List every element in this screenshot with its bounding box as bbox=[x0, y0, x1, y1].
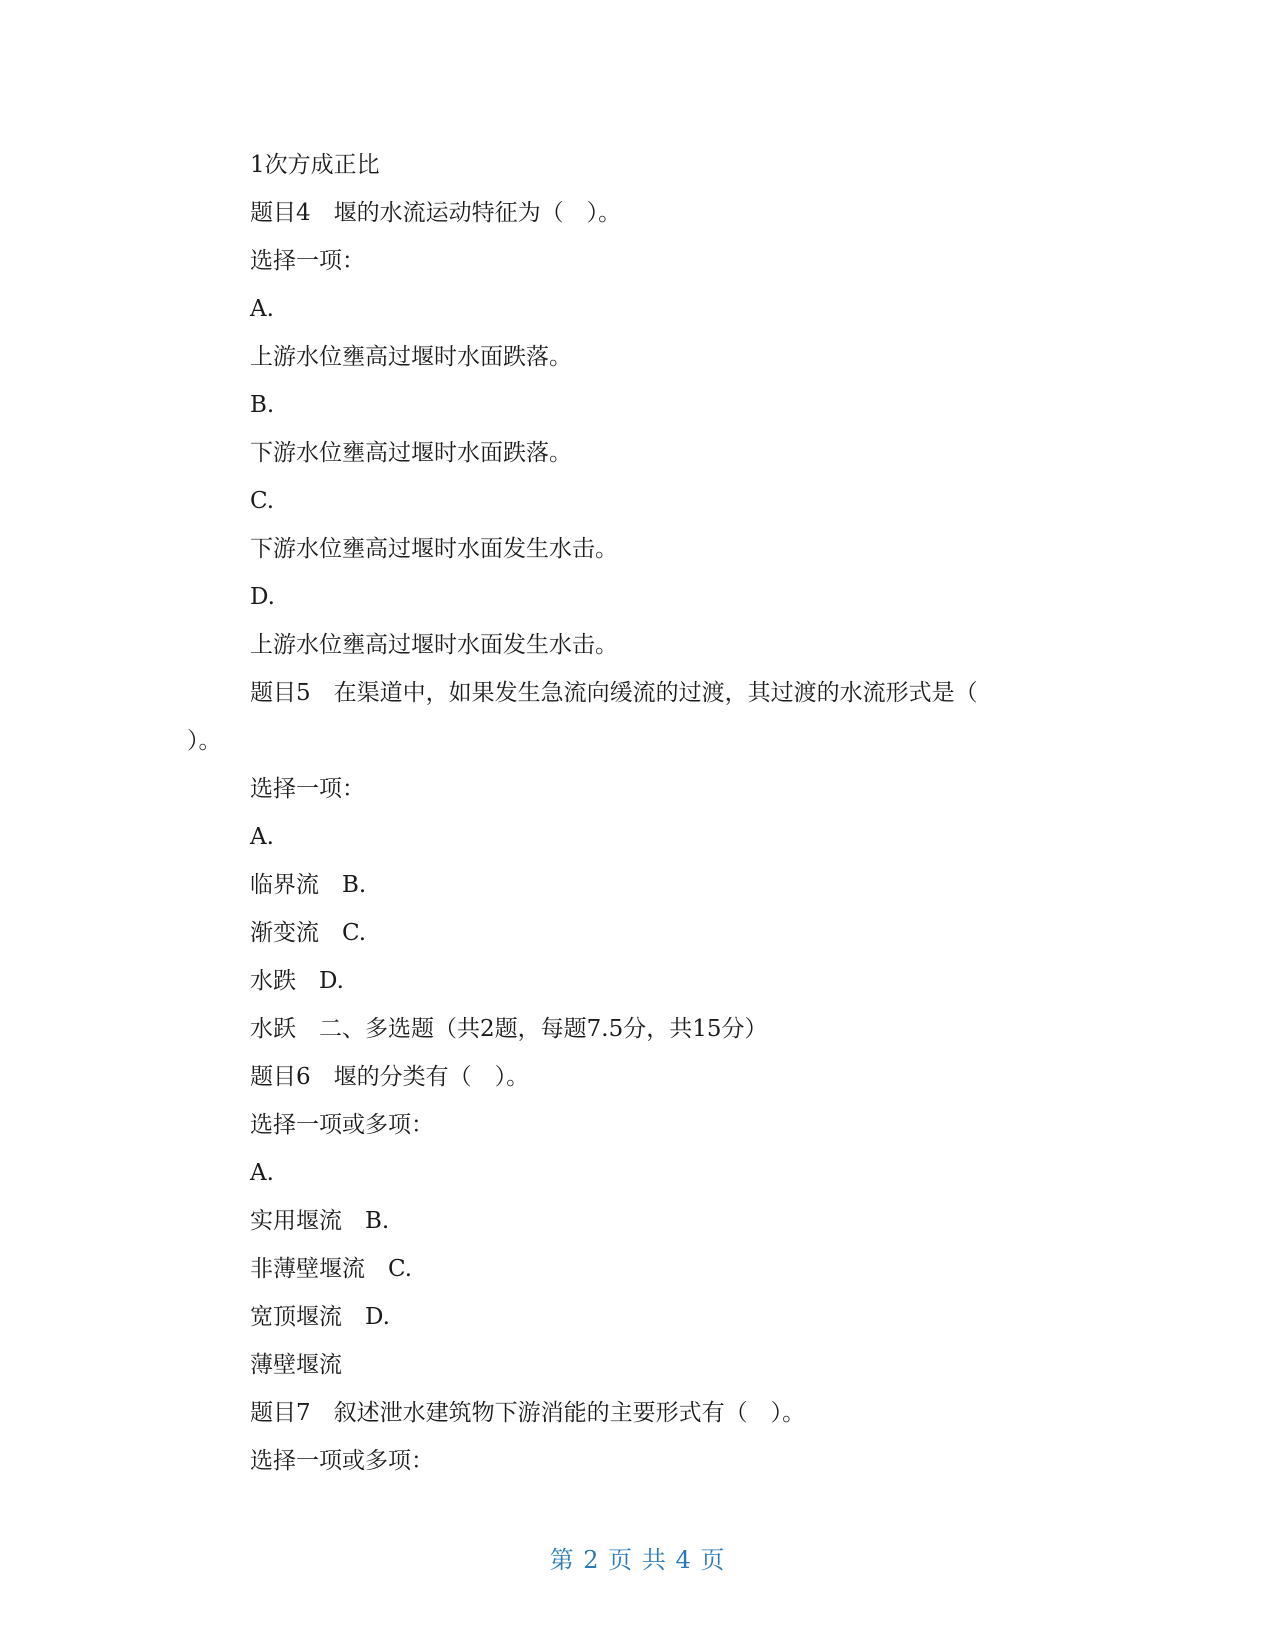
instruction: 选择一项或多项： bbox=[250, 1448, 434, 1474]
question-4: 题目4 堰的水流运动特征为（ ）。 bbox=[250, 200, 622, 226]
question-6: 题目6 堰的分类有（ ）。 bbox=[250, 1064, 530, 1090]
option-label: C. bbox=[250, 488, 275, 514]
option-label: A. bbox=[250, 824, 274, 850]
option-label: D. bbox=[250, 584, 275, 610]
option-text: 薄壁堰流 bbox=[250, 1352, 342, 1378]
instruction: 选择一项或多项： bbox=[250, 1112, 434, 1138]
option-text: 非薄壁堰流 C. bbox=[250, 1256, 413, 1282]
option-label: A. bbox=[250, 296, 274, 322]
question-7: 题目7 叙述泄水建筑物下游消能的主要形式有（ ）。 bbox=[250, 1400, 806, 1426]
question-5-wrap: ）。 bbox=[187, 728, 222, 754]
option-text: 上游水位壅高过堰时水面跌落。 bbox=[250, 344, 572, 370]
option-text: 临界流 B. bbox=[250, 872, 367, 898]
option-text: 上游水位壅高过堰时水面发生水击。 bbox=[250, 632, 618, 658]
instruction: 选择一项： bbox=[250, 776, 365, 802]
option-text: 宽顶堰流 D. bbox=[250, 1304, 390, 1330]
instruction: 选择一项： bbox=[250, 248, 365, 274]
page-footer bbox=[0, 1540, 1275, 1575]
option-text: 渐变流 C. bbox=[250, 920, 367, 946]
section-heading: 水跃 二、多选题（共2题，每题7.5分，共15分） bbox=[250, 1016, 768, 1042]
footer-suffix: 页 bbox=[700, 1546, 726, 1574]
footer-total-pages: 4 bbox=[675, 1546, 692, 1574]
option-label: B. bbox=[250, 392, 275, 418]
option-label: A. bbox=[250, 1160, 274, 1186]
option-text: 下游水位壅高过堰时水面发生水击。 bbox=[250, 536, 618, 562]
footer-prefix: 第 bbox=[549, 1546, 575, 1574]
text-line: 1次方成正比 bbox=[250, 152, 380, 178]
option-text: 下游水位壅高过堰时水面跌落。 bbox=[250, 440, 572, 466]
footer-total-word: 共 bbox=[641, 1546, 667, 1574]
footer-page-word: 页 bbox=[608, 1546, 634, 1574]
option-text: 实用堰流 B. bbox=[250, 1208, 390, 1234]
question-5: 题目5 在渠道中，如果发生急流向缓流的过渡，其过渡的水流形式是（ bbox=[250, 680, 978, 706]
footer-current-page: 2 bbox=[583, 1546, 600, 1574]
option-text: 水跌 D. bbox=[250, 968, 344, 994]
